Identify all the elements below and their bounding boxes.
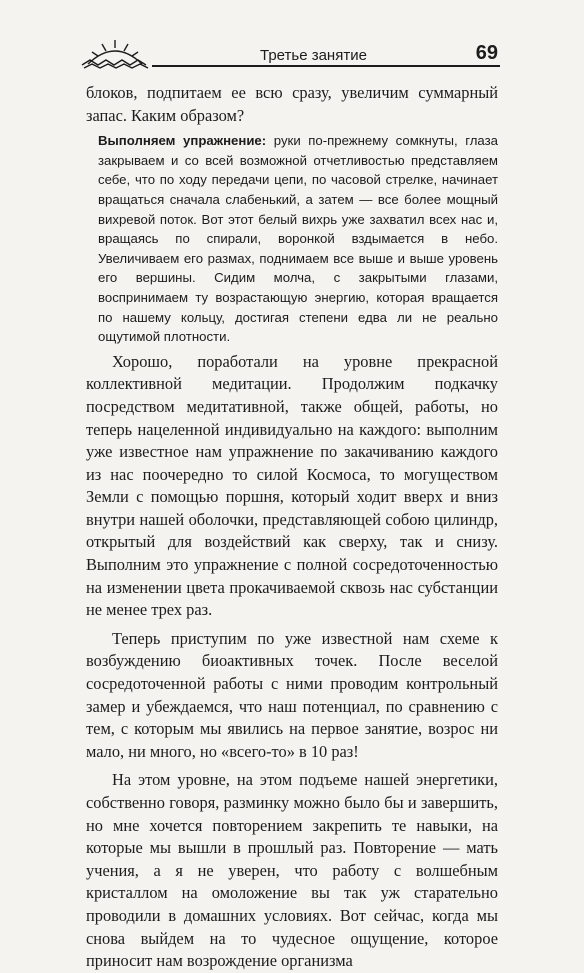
exercise-label: Выполняем упражнение: — [98, 133, 267, 149]
page-body — [86, 82, 498, 973]
header-rule — [152, 65, 500, 67]
sunrise-logo-icon — [80, 38, 150, 70]
paragraph: Теперь приступим по уже известной нам схеме к возбуждению биоактивных точек. После веселой сосредоточенной работы с ними проводим контрольный замер и убеждаемся, что наш потенциал, по сравнению с тем, с которым мы явились на первое занятие, возрос ни мало, ни много, но «всего-то» в 10 раз! — [86, 628, 498, 761]
paragraph: Хорошо, поработали на уровне прекрасной коллективной медитации. Продолжим подкачку посредством медитативной, также общей, работы, но теперь нацеленной индивидуально на каждого: выполним уже известное нам упражнение по закачиванию каждого из нас поочередно то силой Космоса, то могуществом Земли с помощью поршня, который ходит вверх и вниз внутри нашей оболочки, представляющей собою цилиндр, открытый для воздействий как сверху, так и снизу. Выполним это упражнение с полной сосредоточенностью на изменении цвета прокачиваемой сквозь нас субстанции не менее трех раз. — [86, 351, 498, 620]
running-title: Третье занятие — [260, 47, 367, 64]
paragraph: На этом уровне, на этом подъеме нашей энергетики, собственно говоря, разминку можно было бы и завершить, но мне хочется повторением закрепить те навыки, на которые мы вышли в прошлый раз. Повторение — мать учения, а я не уверен, что работу с волшебным кристаллом на омоложение вы так уж старательно проводили в домашних условиях. Вот сейчас, когда мы снова выйдем на то чудесное ощущение, которое приносит нам возрождение организма — [86, 770, 498, 971]
exercise-text: руки по-прежнему сомкнуты, глаза закрываем и со всей возможной отчетливостью представляем себе, что по ходу передачи цепи, по часовой стрелке, начинает вращаться сначала слабенький, а затем — все более мощный вихревой поток. Вот этот белый вихрь уже захватил всех нас и, вращаясь по спирали, воронкой вздымается в небо. Увеличиваем его размах, поднимаем все выше и выше уровень его вершины. Сидим молча, с закрытыми глазами, воспринимаем ту возрастающую энергию, которая вращается по нашему кольцу, достигая степени едва ли не реально ощутимой плотности. — [98, 133, 498, 345]
page-header — [80, 38, 500, 72]
exercise-block — [86, 131, 498, 347]
paragraph-continued: блоков, подпитаем ее всю сразу, увеличим суммарный запас. Каким образом? — [86, 83, 498, 125]
page-number: 69 — [475, 42, 498, 64]
